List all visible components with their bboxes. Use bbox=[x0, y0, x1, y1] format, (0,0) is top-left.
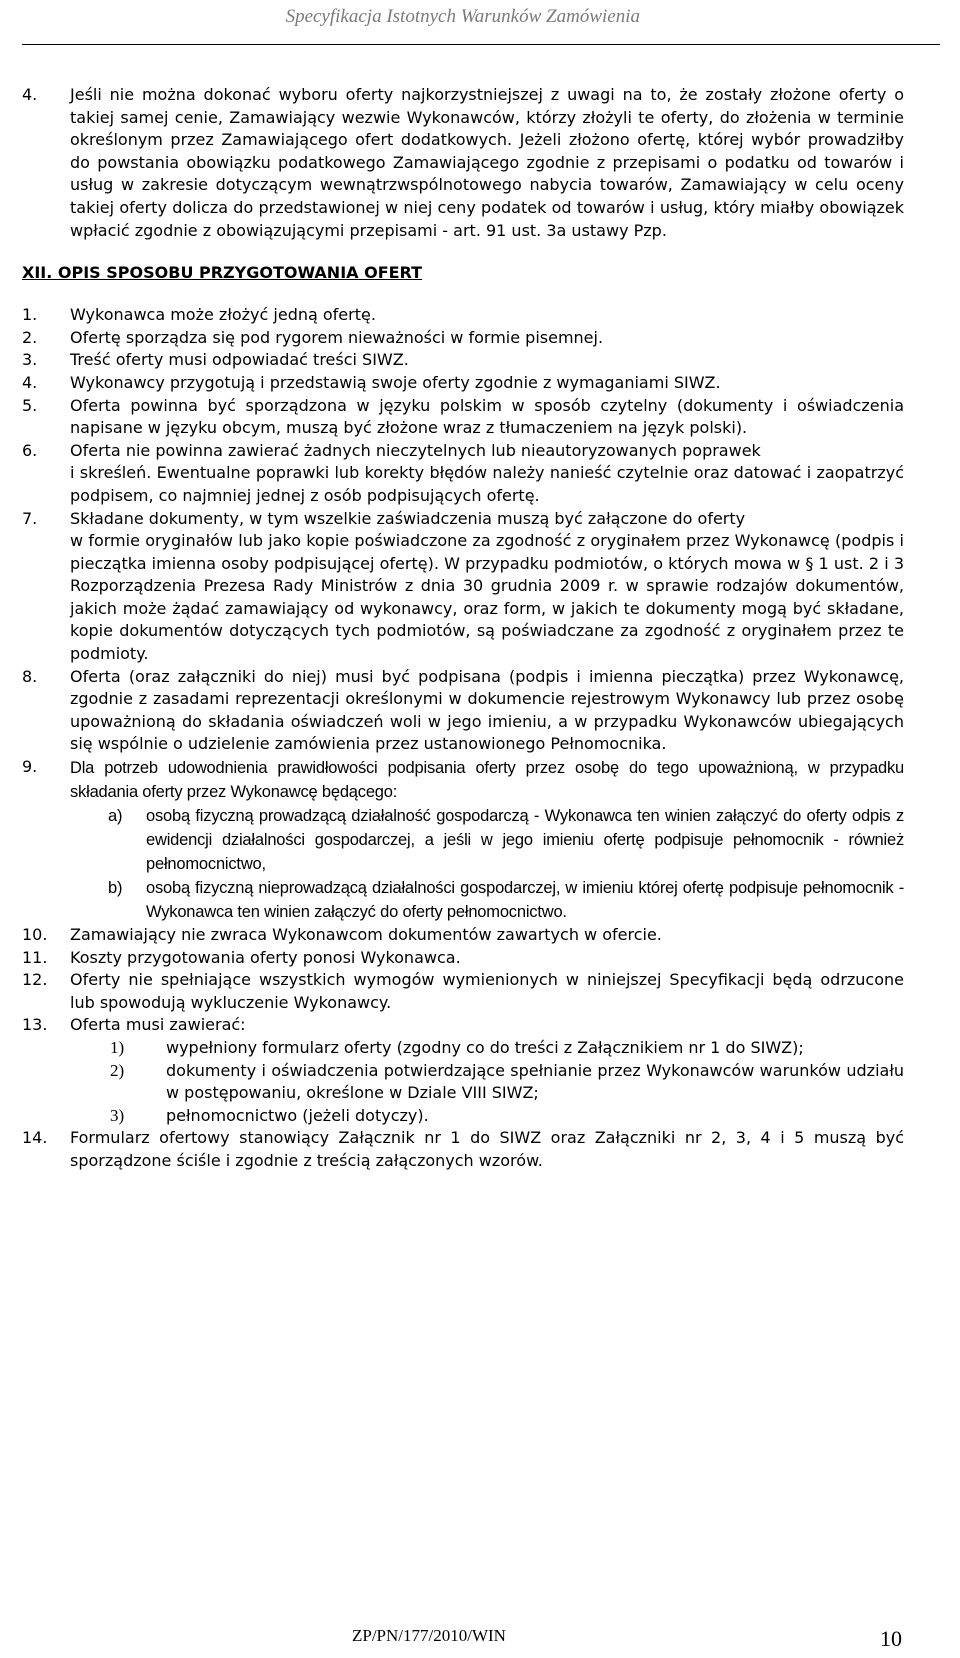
header-rule bbox=[22, 44, 940, 45]
item-number: 7. bbox=[22, 508, 38, 528]
document-body bbox=[22, 84, 904, 1173]
list-item bbox=[22, 440, 904, 508]
item-text bbox=[70, 1014, 904, 1127]
item-text-line: i skreśleń. Ewentualne poprawki lub korekty błędów należy nanieść czytelnie oraz datować i zaopatrzyć podpisem, co najmniej jednej z osób podpisujących ofertę. bbox=[70, 463, 904, 505]
sub-item-label: a) bbox=[108, 807, 123, 826]
page-number: 10 bbox=[880, 1626, 902, 1651]
item-text-line: Dla potrzeb udowodnienia prawidłowości podpisania oferty przez osobę do tego upoważnioną, w przypadku składania oferty przez Wykonawcę będącego: bbox=[70, 759, 904, 802]
item-text-line: Oferta musi zawierać: bbox=[70, 1015, 246, 1035]
sub-item bbox=[108, 804, 904, 876]
item-text: Jeśli nie można dokonać wyboru oferty najkorzystniejszej z uwagi na to, że zostały złożone oferty o takiej samej cenie, Zamawiający wezwie Wykonawców, którzy złożyli te oferty, do złożenia w terminie określonym przez Zamawiającego ofert dodatkowych. Jeżeli złożono ofertę, której wybór prowadziłby do powstania obowiązku podatkowego Zamawiającego zgodnie z przepisami o podatku od towarów i usług w zakresie dotyczącym wewnątrzwspólnotowego nabycia towarów, Zamawiający w celu oceny takiej oferty dolicza do przedstawionej w niej ceny podatek od towarów i usług, który miałby obowiązek wpłacić zgodnie z obowiązującymi przepisami - art. 91 ust. 3a ustawy Pzp. bbox=[70, 85, 904, 240]
paragraph-4 bbox=[22, 84, 904, 242]
sub-item-label: b) bbox=[108, 879, 123, 898]
footer-reference: ZP/PN/177/2010/WIN bbox=[352, 1626, 506, 1645]
section-heading: XII. OPIS SPOSOBU PRZYGOTOWANIA OFERT bbox=[22, 263, 423, 283]
sub-item-label: 1) bbox=[110, 1038, 125, 1057]
item-number: 13. bbox=[22, 1015, 48, 1035]
item-number: 12. bbox=[22, 970, 48, 990]
sub-item-text: pełnomocnictwo (jeżeli dotyczy). bbox=[166, 1105, 429, 1125]
sub-item bbox=[110, 1105, 904, 1128]
sub-item-label: 3) bbox=[110, 1105, 125, 1125]
sub-item bbox=[110, 1060, 904, 1105]
sub-item-text: osobą fizyczną nieprowadzącą działalności gospodarczej, w imieniu której ofertę podpisuje pełnomocnik - Wykonawca ten winien załączyć do oferty pełnomocnictwo. bbox=[146, 879, 904, 922]
item-text: Wykonawca może złożyć jedną ofertę. bbox=[70, 305, 376, 325]
item-text: Oferty nie spełniające wszystkich wymogów wymienionych w niniejszej Specyfikacji będą odrzucone lub spowodują wykluczenie Wykonawcy. bbox=[70, 970, 904, 1012]
item-number: 4. bbox=[22, 372, 38, 392]
item-text: Treść oferty musi odpowiadać treści SIWZ. bbox=[70, 350, 409, 370]
item-number: 9. bbox=[22, 757, 38, 777]
item-text-line: Oferta nie powinna zawierać żadnych nieczytelnych lub nieautoryzowanych poprawek bbox=[70, 440, 761, 460]
item-text: Wykonawcy przygotują i przedstawią swoje oferty zgodnie z wymaganiami SIWZ. bbox=[70, 372, 721, 392]
sub-item-label: 2) bbox=[110, 1060, 125, 1080]
list-item bbox=[22, 756, 904, 924]
list-item bbox=[22, 508, 904, 666]
item-text bbox=[70, 756, 904, 924]
list-item bbox=[22, 349, 904, 372]
sub-item-text: wypełniony formularz oferty (zgodny co do treści z Załącznikiem nr 1 do SIWZ); bbox=[166, 1038, 804, 1057]
item-number: 5. bbox=[22, 395, 38, 415]
item-number: 3. bbox=[22, 350, 38, 370]
list-item bbox=[22, 969, 904, 1014]
list-item bbox=[22, 304, 904, 327]
item-text bbox=[70, 508, 904, 666]
item-number: 4. bbox=[22, 85, 38, 104]
item-number: 14. bbox=[22, 1128, 48, 1148]
list-item bbox=[22, 947, 904, 970]
list-item bbox=[22, 327, 904, 350]
sub-item-text: dokumenty i oświadczenia potwierdzające spełnianie przez Wykonawców warunków udziału w postępowaniu, określone w Dziale VIII SIWZ; bbox=[166, 1060, 904, 1103]
item-text: Oferta (oraz załączniki do niej) musi być podpisana (podpis i imienna pieczątka) przez Wykonawcę, zgodnie z zasadami reprezentacji określonymi w dokumencie rejestrowym Wykonawcy lub przez osobę upoważnioną do składania oświadczeń woli w jego imieniu, a w przypadku Wykonawców ubiegających się wspólnie o udzielenie zamówienia przez ustanowionego Pełnomocnika. bbox=[70, 666, 904, 754]
item-text-line: Składane dokumenty, w tym wszelkie zaświadczenia muszą być załączone do oferty bbox=[70, 508, 746, 528]
sub-item-text: osobą fizyczną prowadzącą działalność gospodarczą - Wykonawca ten winien załączyć do oferty odpis z ewidencji działalności gospodarczej, a jeśli w jego imieniu ofertę podpisuje pełnomocnik - również pełnomocnictwo, bbox=[146, 807, 904, 874]
item-text bbox=[70, 440, 904, 508]
sub-item bbox=[110, 1037, 904, 1060]
list-item bbox=[22, 924, 904, 947]
item-number: 2. bbox=[22, 327, 38, 347]
item-text: Ofertę sporządza się pod rygorem nieważności w formie pisemnej. bbox=[70, 327, 604, 347]
item-number: 11. bbox=[22, 947, 48, 967]
running-header: Specyfikacja Istotnych Warunków Zamówienia bbox=[285, 6, 640, 27]
list-item bbox=[22, 1127, 904, 1172]
sub-item bbox=[108, 876, 904, 924]
item-number: 6. bbox=[22, 440, 38, 460]
item-text-line: w formie oryginałów lub jako kopie poświadczone za zgodność z oryginałem przez Wykonawcę (podpis i pieczątka imienna osoby podpisującej ofertę). W przypadku podmiotów, o których mowa w § 1 ust. 2 i 3 Rozporządzenia Prezesa Rady Ministrów z dnia 30 grudnia 2009 r. w sprawie rodzajów dokumentów, jakich może żądać zamawiający od wykonawcy, oraz form, w jakich te dokumenty mogą być składane, kopie dokumentów dotyczących tych podmiotów, są poświadczane za zgodność z oryginałem przez te podmioty. bbox=[70, 531, 904, 664]
item-text: Oferta powinna być sporządzona w języku polskim w sposób czytelny (dokumenty i oświadczenia napisane w języku obcym, muszą być złożone wraz z tłumaczeniem na język polski). bbox=[70, 395, 904, 438]
item-number: 10. bbox=[22, 925, 48, 945]
item-text: Koszty przygotowania oferty ponosi Wykonawca. bbox=[70, 947, 461, 967]
list-item bbox=[22, 666, 904, 756]
list-item bbox=[22, 1014, 904, 1127]
item-text: Formularz ofertowy stanowiący Załącznik nr 1 do SIWZ oraz Załączniki nr 2, 3, 4 i 5 muszą być sporządzone ściśle i zgodnie z treścią załączonych wzorów. bbox=[70, 1128, 904, 1170]
list-item bbox=[22, 372, 904, 395]
item-text: Zamawiający nie zwraca Wykonawcom dokumentów zawartych w ofercie. bbox=[70, 925, 662, 945]
list-item bbox=[22, 395, 904, 440]
item-number: 1. bbox=[22, 305, 38, 325]
item-number: 8. bbox=[22, 666, 38, 686]
